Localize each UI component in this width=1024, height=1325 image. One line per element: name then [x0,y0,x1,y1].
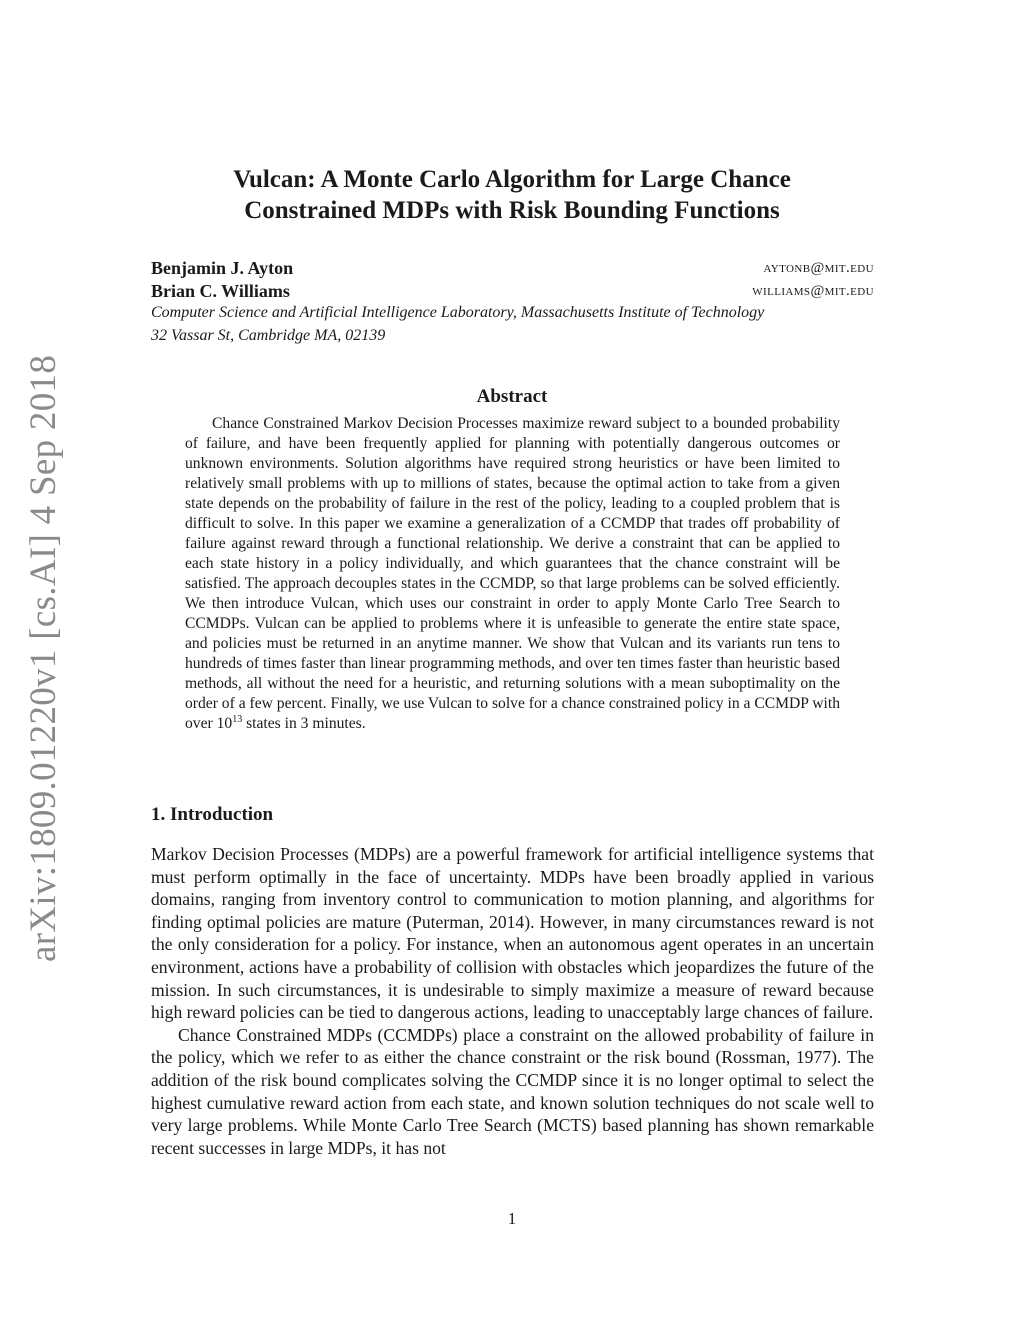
author-name: Benjamin J. Ayton [151,258,294,278]
abstract-text-end: states in 3 minutes. [242,715,366,732]
paper-title-line-2: Constrained MDPs with Risk Bounding Functions [244,197,780,224]
paper-title [150,164,874,226]
author-email[interactable]: aytonb@mit.edu [763,260,874,276]
introduction-paragraph-1: Markov Decision Processes (MDPs) are a powerful framework for artificial intelligence systems that must perform optimally in the face of uncertainty. MDPs have been broadly applied in various domains, ranging from inventory control to communication to motion planning, and algorithms for finding optimal policies are mature (Puterman, 2014). However, in many circumstances reward is not the only consideration for a policy. For instance, when an autonomous agent operates in an uncertain environment, actions have a probability of collision with obstacles which jeopardizes the future of the mission. In such circumstances, it is undesirable to simply maximize a measure of reward because high reward policies can be tied to dangerous actions, leading to unacceptably large chances of failure. [151,844,874,1023]
abstract-heading: Abstract [476,386,548,407]
introduction-body [151,843,874,1159]
affiliation-institution: Computer Science and Artificial Intelligence Laboratory, Massachusetts Institute of Technology [151,304,765,321]
author-row [151,257,874,279]
author-email[interactable]: williams@mit.edu [752,283,874,299]
page-number: 1 [507,1209,517,1228]
abstract-superscript: 13 [232,713,243,725]
introduction-paragraph-2: Chance Constrained MDPs (CCMDPs) place a constraint on the allowed probability of failure in the policy, which we refer to as either the chance constraint or the risk bound (Rossman, 1977). The addition of the risk bound complicates solving the CCMDP since it is no longer optimal to select the highest cumulative reward action from each state, and known solution techniques do not scale well to very large problems. While Monte Carlo Tree Search (MCTS) based planning has shown remarkable recent successes in large MDPs, it has not [151,1024,874,1158]
author-name: Brian C. Williams [151,281,290,301]
abstract-body [185,414,840,734]
arxiv-identifier-stamp: arXiv:1809.01220v1 [cs.AI] 4 Sep 2018 [23,354,64,962]
author-row [151,280,874,302]
abstract-text: Chance Constrained Markov Decision Processes maximize reward subject to a bounded probability of failure, and have been frequently applied for planning with potentially dangerous outcomes or unknown environments. Solution algorithms have required strong heuristics or have been limited to relatively small problems with up to millions of states, because the optimal action to take from a given state depends on the probability of failure in the rest of the policy, leading to a coupled problem that is difficult to solve. In this paper we examine a generalization of a CCMDP that trades off probability of failure against reward through a functional relationship. We derive a constraint that can be applied to each state history in a policy individually, and which guarantees that the chance constraint will be satisfied. The approach decouples states in the CCMDP, so that large problems can be solved efficiently. We then introduce Vulcan, which uses our constraint in order to apply Monte Carlo Tree Search to CCMDPs. Vulcan can be applied to problems where it is unfeasible to generate the entire state space, and policies must be returned in an anytime manner. We show that Vulcan and its variants run tens to hundreds of times faster than linear programming methods, and over ten times faster than heuristic based methods, all without the need for a heuristic, and returning solutions with a mean suboptimality on the order of a few percent. Finally, we use Vulcan to solve for a chance constrained policy in a CCMDP with over 10 [185,415,840,732]
section-heading-introduction: 1. Introduction [151,804,274,825]
paper-title-line-1: Vulcan: A Monte Carlo Algorithm for Large Chance [233,166,791,193]
affiliation-address: 32 Vassar St, Cambridge MA, 02139 [151,327,386,344]
